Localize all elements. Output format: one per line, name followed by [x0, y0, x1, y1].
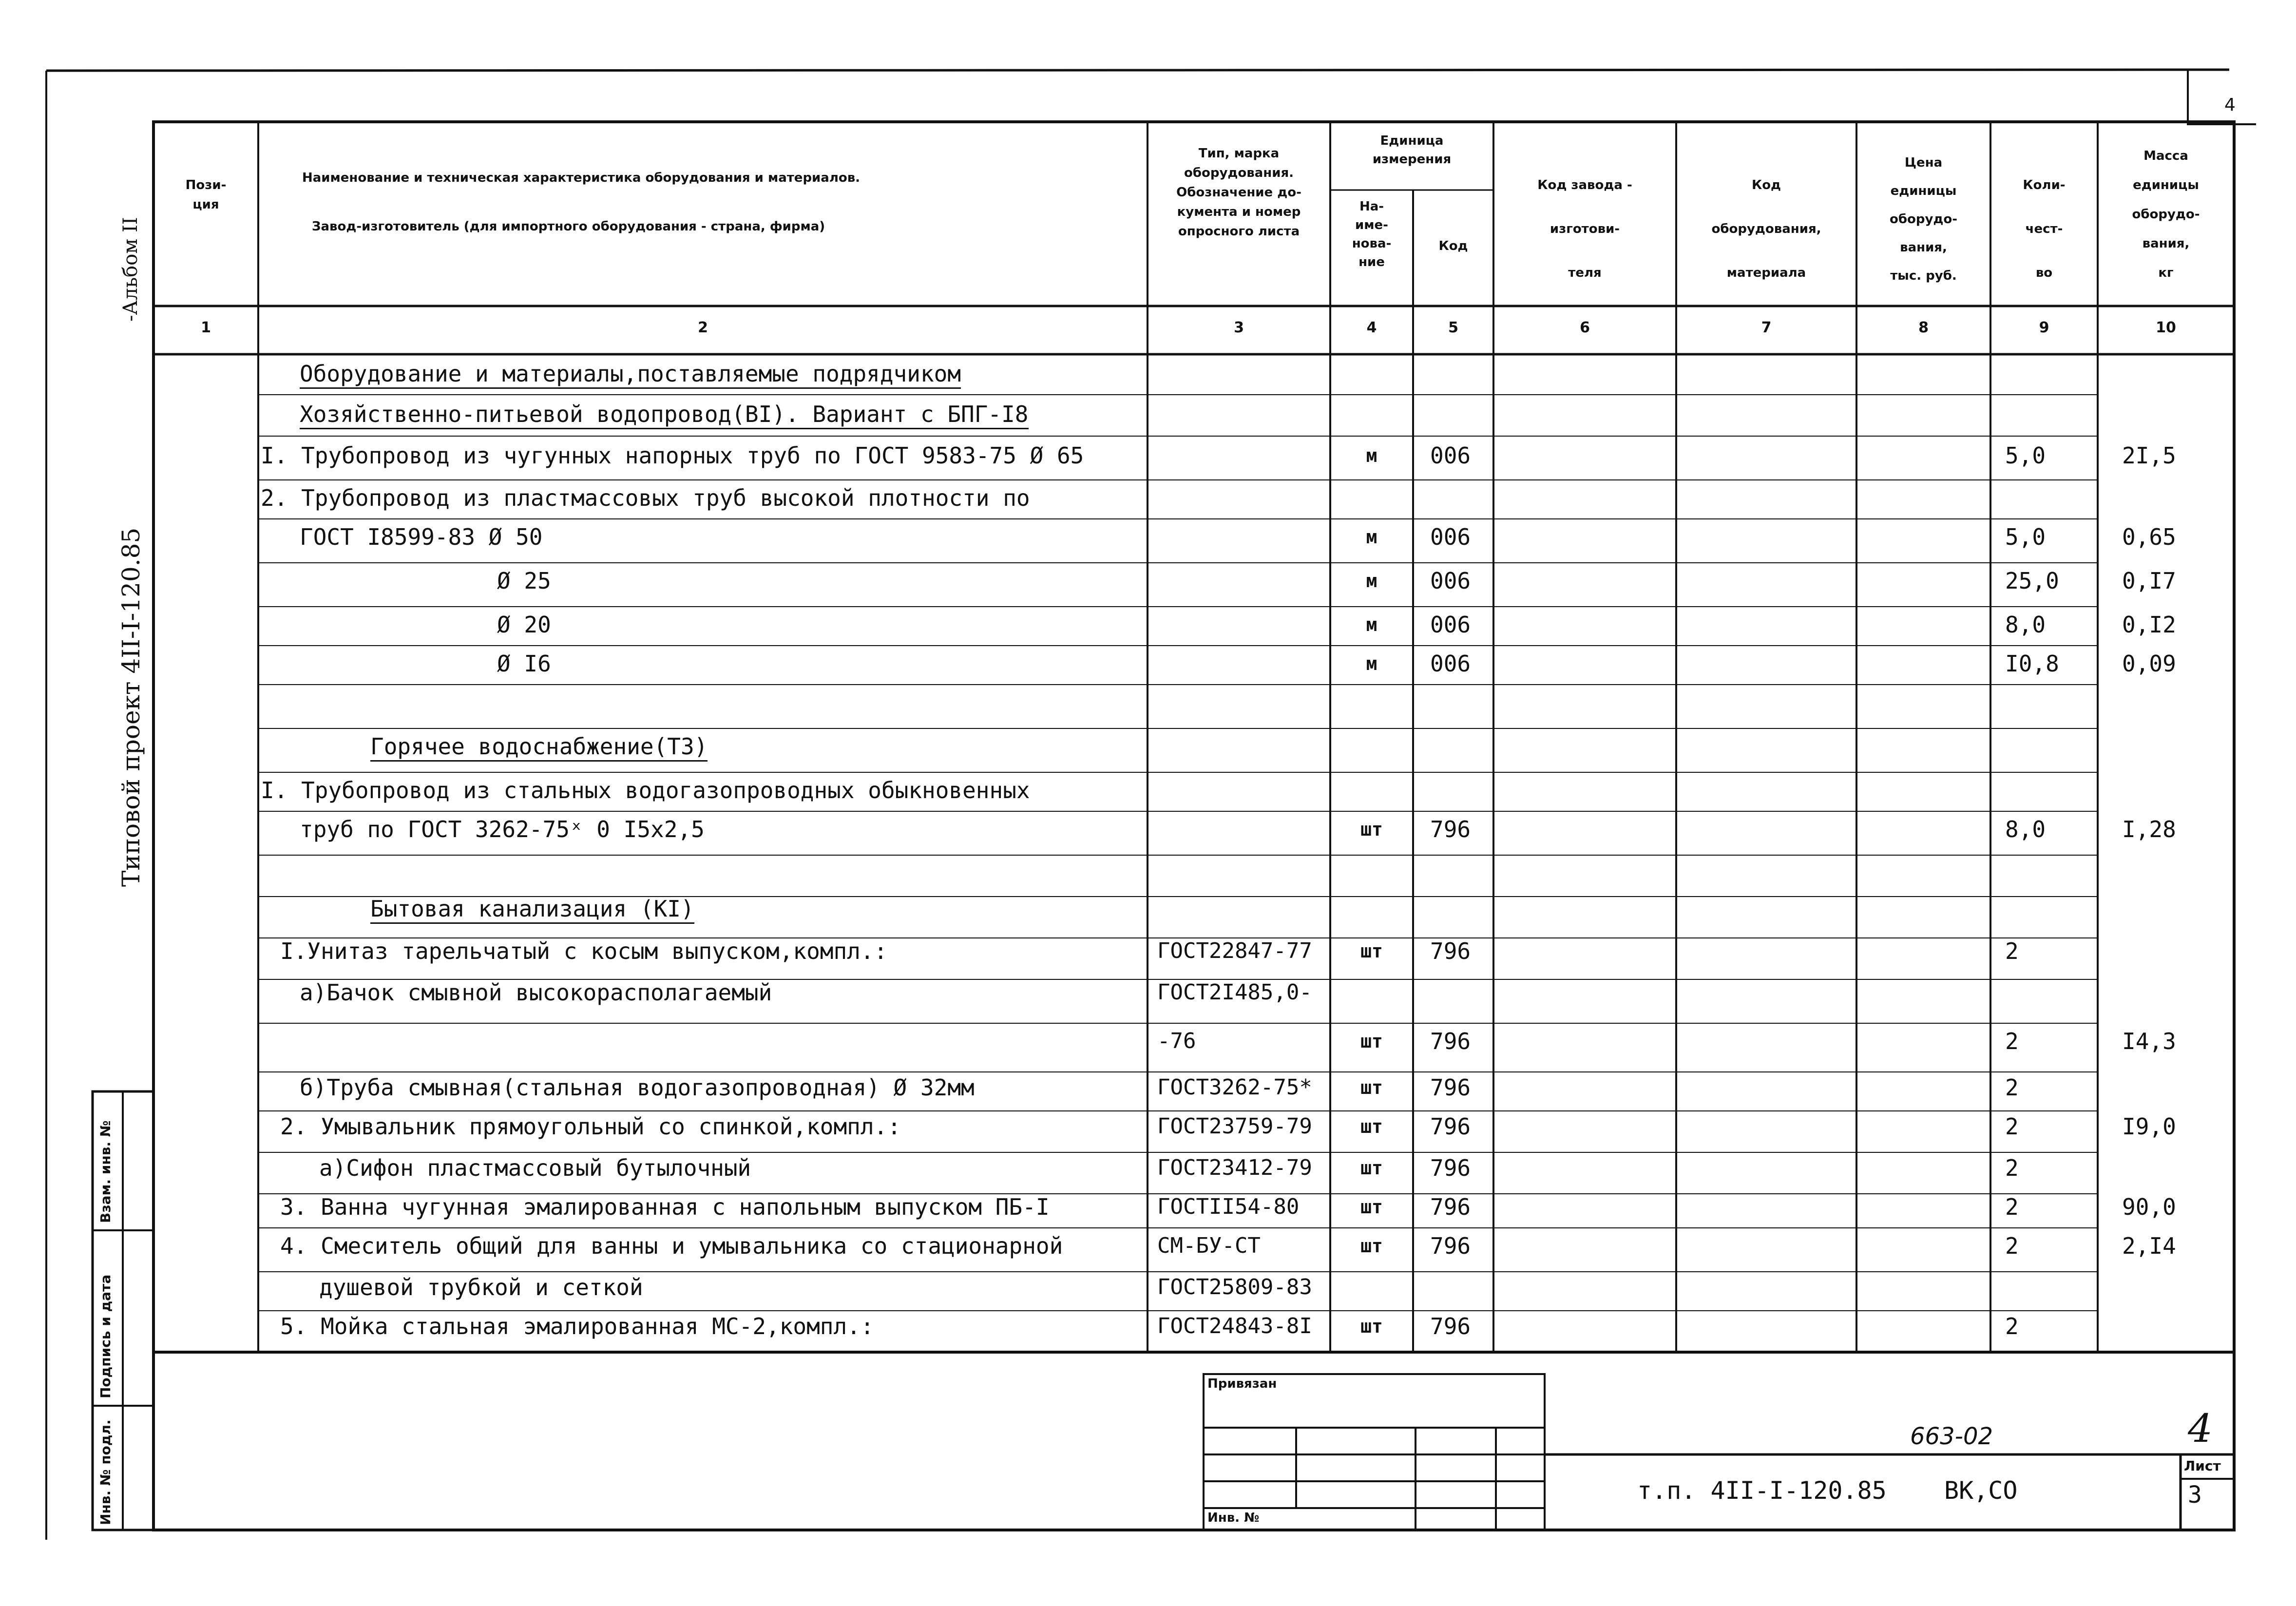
- column-number-8: 8: [1918, 319, 1929, 336]
- row-17-unit: шт: [1360, 1116, 1383, 1137]
- row-8-quantity: I0,8: [2005, 650, 2059, 677]
- row-11-mass: I,28: [2122, 816, 2176, 842]
- header-mass: Масса единицы оборудо- вания, кг: [2132, 149, 2200, 280]
- row-5-name: ГОСТ I8599-83 Ø 50: [300, 524, 543, 550]
- row-19-unit: шт: [1360, 1196, 1383, 1218]
- row-16-unit: шт: [1360, 1077, 1383, 1098]
- row-8-unit: м: [1366, 653, 1378, 674]
- column-number-5: 5: [1448, 319, 1458, 336]
- row-20-name: 4. Смеситель общий для ванны и умывальника со стационарной: [280, 1233, 1063, 1259]
- row-15-mass: I4,3: [2122, 1028, 2176, 1054]
- header-name-line1: Наименование и техническая характеристика оборудования и материалов.: [302, 171, 861, 185]
- row-19-mass: 90,0: [2122, 1194, 2176, 1220]
- column-number-3: 3: [1234, 319, 1244, 336]
- row-5-mass: 0,65: [2122, 524, 2176, 550]
- row-6-unit: м: [1366, 570, 1378, 592]
- row-18-quantity: 2: [2005, 1155, 2019, 1181]
- row-7-quantity: 8,0: [2005, 612, 2046, 638]
- header-price: Цена единицы оборудо- вания, тыс. руб.: [1889, 155, 1958, 283]
- row-6-quantity: 25,0: [2005, 568, 2059, 594]
- column-number-4: 4: [1366, 319, 1377, 336]
- list-number: 3: [2188, 1481, 2202, 1509]
- project-label: Типовой проект 4II-I-120.85: [117, 527, 145, 887]
- row-18-name: а)Сифон пластмассовый бутылочный: [319, 1155, 751, 1181]
- column-number-1: 1: [201, 319, 211, 336]
- row-16-type: ГОСТ3262-75*: [1157, 1075, 1312, 1100]
- row-7-unit: м: [1366, 614, 1378, 635]
- row-3-code: 006: [1430, 442, 1471, 469]
- row-18-type: ГОСТ23412-79: [1157, 1155, 1312, 1180]
- row-20-code: 796: [1430, 1233, 1471, 1259]
- row-11-code: 796: [1430, 816, 1471, 842]
- row-8-mass: 0,09: [2122, 650, 2176, 677]
- column-number-7: 7: [1761, 319, 1772, 336]
- row-17-quantity: 2: [2005, 1113, 2019, 1140]
- row-11-name: труб по ГОСТ 3262-75ˣ 0 I5x2,5: [300, 816, 705, 842]
- inv-no-label: Инв. №: [1207, 1510, 1260, 1525]
- row-20-mass: 2,I4: [2122, 1233, 2176, 1259]
- row-20-unit: шт: [1360, 1235, 1383, 1257]
- column-number-9: 9: [2039, 319, 2049, 336]
- row-18-code: 796: [1430, 1155, 1471, 1181]
- row-22-quantity: 2: [2005, 1313, 2019, 1339]
- row-14-type: ГОСТ2I485,0-: [1157, 980, 1312, 1005]
- row-22-name: 5. Мойка стальная эмалированная МС-2,компл.:: [280, 1313, 874, 1339]
- row-16-code: 796: [1430, 1074, 1471, 1101]
- row-6-mass: 0,I7: [2122, 568, 2176, 594]
- header-unit-name: На- име- нова- ние: [1352, 199, 1392, 269]
- sheet-handwritten-number: 4: [2188, 1406, 2213, 1451]
- row-7-code: 006: [1430, 612, 1471, 638]
- row-16-name: б)Труба смывная(стальная водогазопроводная) Ø 32мм: [300, 1074, 975, 1101]
- document-designation: т.п. 4II-I-120.85: [1637, 1476, 1887, 1505]
- row-15-type: -76: [1157, 1029, 1196, 1053]
- row-15-code: 796: [1430, 1028, 1471, 1054]
- row-17-mass: I9,0: [2122, 1113, 2176, 1140]
- archive-number: 663-02: [1910, 1423, 1993, 1450]
- row-15-unit: шт: [1360, 1031, 1383, 1052]
- row-4-name: 2. Трубопровод из пластмассовых труб высокой плотности по: [261, 485, 1030, 511]
- corner-sheet-number: 4: [2224, 95, 2236, 115]
- row-5-code: 006: [1430, 524, 1471, 550]
- list-label: Лист: [2184, 1458, 2221, 1474]
- row-3-quantity: 5,0: [2005, 442, 2046, 469]
- row-18-unit: шт: [1360, 1157, 1383, 1179]
- row-5-quantity: 5,0: [2005, 524, 2046, 550]
- row-19-name: 3. Ванна чугунная эмалированная с напольным выпуском ПБ-I: [280, 1194, 1050, 1220]
- row-12-name: Бытовая канализация (КI): [370, 895, 694, 924]
- row-13-quantity: 2: [2005, 938, 2019, 964]
- row-3-mass: 2I,5: [2122, 442, 2176, 469]
- row-8-name: Ø I6: [497, 650, 551, 677]
- row-14-name: а)Бачок смывной высокорасполагаемый: [300, 979, 772, 1006]
- row-11-quantity: 8,0: [2005, 816, 2046, 842]
- row-6-name: Ø 25: [497, 568, 551, 594]
- row-9-name: Горячее водоснабжение(Т3): [370, 733, 708, 762]
- row-20-quantity: 2: [2005, 1233, 2019, 1259]
- row-5-unit: м: [1366, 526, 1378, 548]
- row-2-name: Хозяйственно-питьевой водопровод(BI). Вариант с БПГ-I8: [300, 401, 1029, 429]
- stamp-podpis-data: Подпись и дата: [97, 1274, 114, 1398]
- row-20-type: СМ-БУ-СТ: [1157, 1233, 1261, 1258]
- row-7-name: Ø 20: [497, 612, 551, 638]
- row-19-quantity: 2: [2005, 1194, 2019, 1220]
- header-name-line2: Завод-изготовитель (для импортного оборудования - страна, фирма): [312, 219, 825, 234]
- header-equipment-code: Код оборудования, материала: [1711, 178, 1821, 280]
- row-3-name: I. Трубопровод из чугунных напорных труб по ГОСТ 9583-75 Ø 65: [261, 442, 1084, 469]
- row-17-type: ГОСТ23759-79: [1157, 1114, 1312, 1139]
- header-quantity: Коли- чест- во: [2023, 178, 2066, 280]
- row-21-type: ГОСТ25809-83: [1157, 1275, 1312, 1300]
- header-type: Тип, марка оборудования. Обозначение до- кумента и номер опросного листа: [1176, 146, 1301, 239]
- header-unit-code: Код: [1438, 239, 1468, 253]
- row-8-code: 006: [1430, 650, 1471, 677]
- row-1-name: Оборудование и материалы,поставляемые подрядчиком: [300, 360, 961, 389]
- row-22-unit: шт: [1360, 1316, 1383, 1337]
- row-6-code: 006: [1430, 568, 1471, 594]
- header-plant-code: Код завода - изготови- теля: [1537, 178, 1632, 280]
- album-label: -Альбом II: [119, 217, 142, 322]
- row-19-code: 796: [1430, 1194, 1471, 1220]
- row-22-type: ГОСТ24843-8I: [1157, 1314, 1312, 1338]
- row-16-quantity: 2: [2005, 1074, 2019, 1101]
- header-unit-group: Единица измерения: [1372, 134, 1452, 167]
- row-10-name: I. Трубопровод из стальных водогазопроводных обыкновенных: [261, 777, 1030, 803]
- privyazan-label: Привязан: [1207, 1377, 1277, 1391]
- row-13-type: ГОСТ22847-77: [1157, 938, 1312, 963]
- row-22-code: 796: [1430, 1313, 1471, 1339]
- row-19-type: ГОСТII54-80: [1157, 1194, 1300, 1219]
- row-21-name: душевой трубкой и сеткой: [319, 1274, 643, 1300]
- row-11-unit: шт: [1360, 819, 1383, 840]
- row-13-unit: шт: [1360, 940, 1383, 962]
- row-3-unit: м: [1366, 445, 1378, 466]
- column-number-10: 10: [2156, 319, 2176, 336]
- header-position: Пози- ция: [185, 178, 227, 212]
- document-mark: ВК,СО: [1944, 1476, 2018, 1505]
- column-number-6: 6: [1580, 319, 1590, 336]
- row-17-code: 796: [1430, 1113, 1471, 1140]
- row-7-mass: 0,I2: [2122, 612, 2176, 638]
- row-13-name: I.Унитаз тарельчатый с косым выпуском,компл.:: [280, 938, 888, 964]
- row-13-code: 796: [1430, 938, 1471, 964]
- row-17-name: 2. Умывальник прямоугольный со спинкой,компл.:: [280, 1113, 901, 1140]
- column-number-2: 2: [698, 319, 708, 336]
- stamp-inv-podl: Инв. № подл.: [97, 1419, 114, 1525]
- stamp-vzam-inv: Взам. инв. №: [97, 1120, 114, 1223]
- row-15-quantity: 2: [2005, 1028, 2019, 1054]
